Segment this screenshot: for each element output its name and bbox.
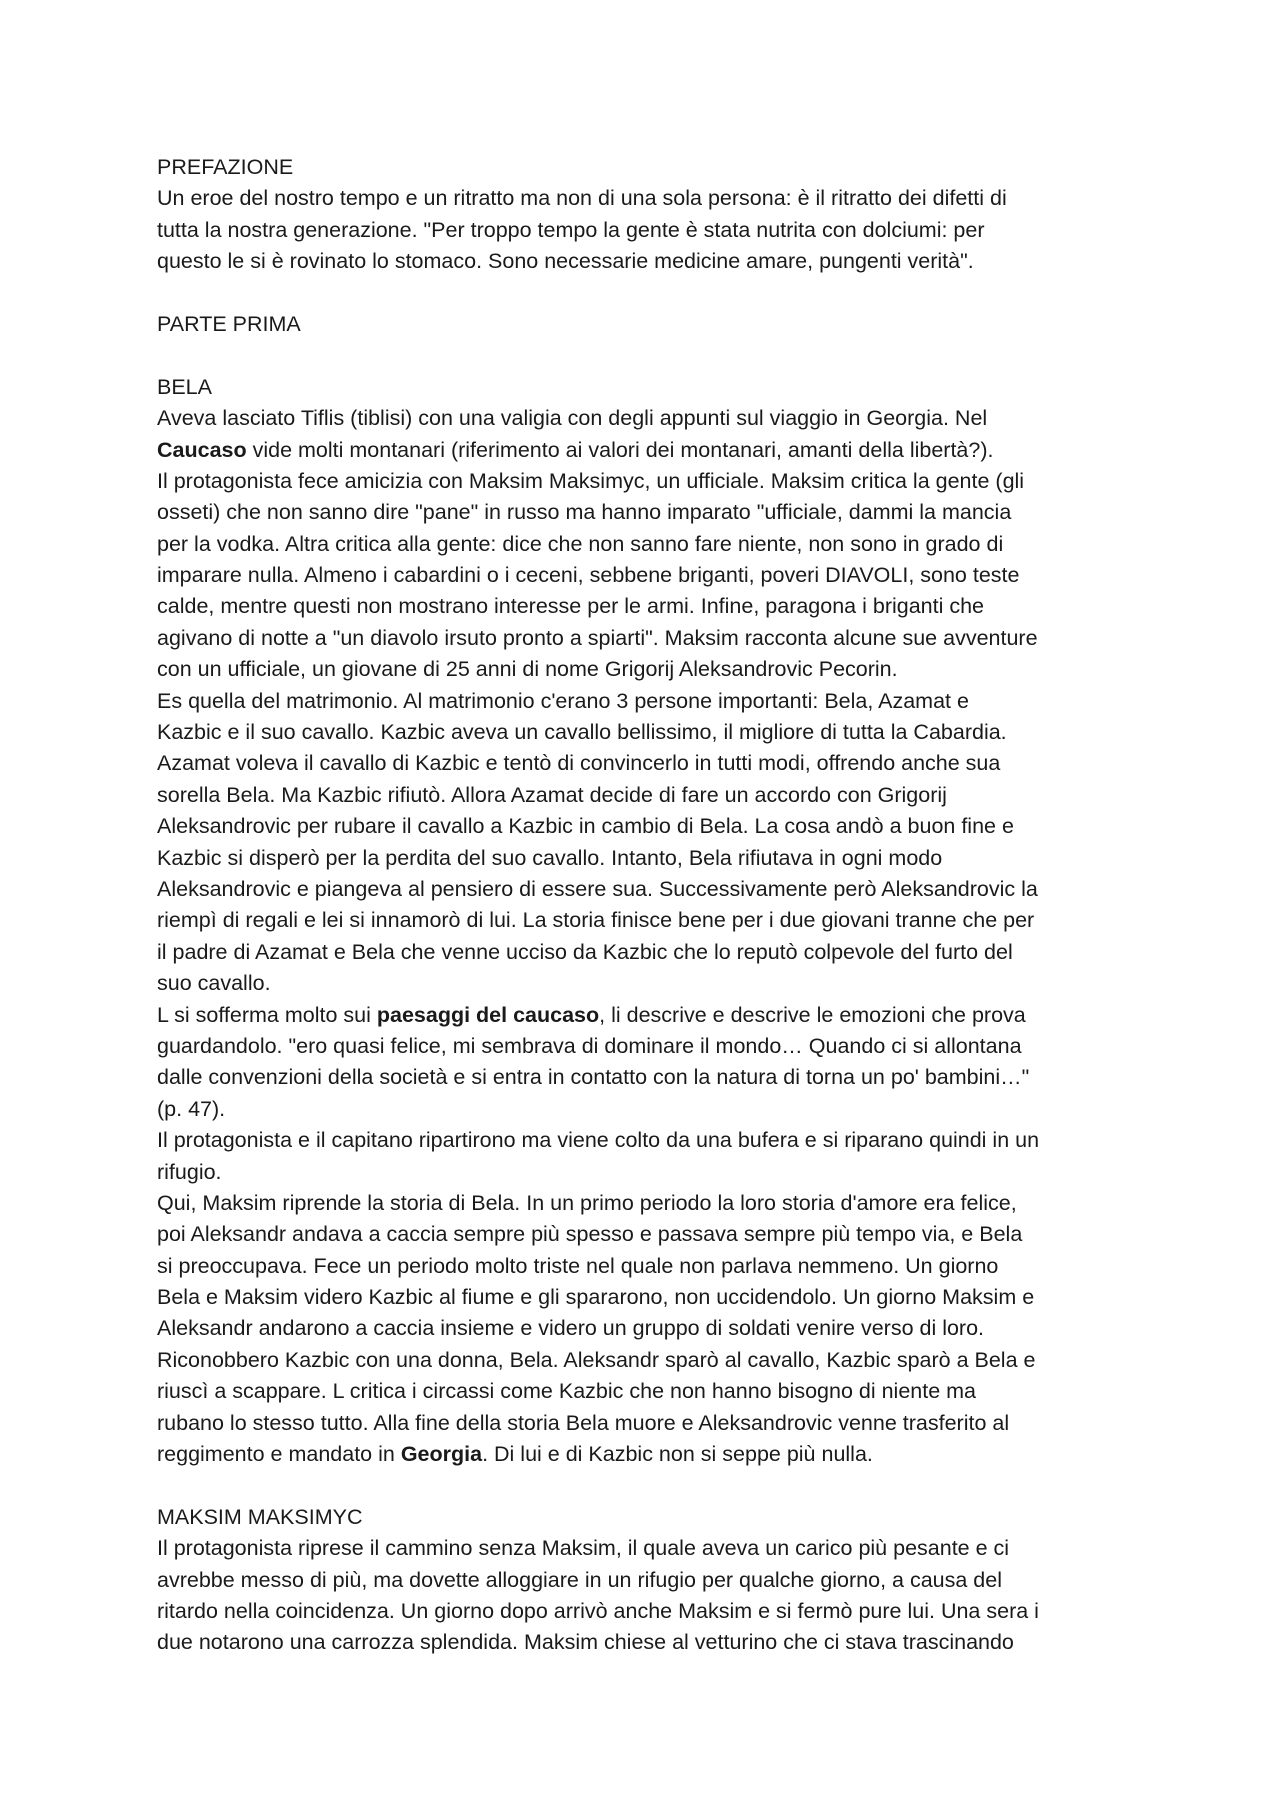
paragraph-line: Il protagonista fece amicizia con Maksim Maksimyc, un ufficiale. Maksim critica la gente (gli: [157, 468, 1025, 493]
paragraph-line: agivano di notte a "un diavolo irsuto pronto a spiarti". Maksim racconta alcune sue avventure: [157, 625, 1038, 650]
text-run: , li descrive e descrive le emozioni che prova: [599, 1002, 1026, 1027]
paragraph-line: poi Aleksandr andava a caccia sempre più spesso e passava sempre più tempo via, e Bela: [157, 1222, 1023, 1247]
text-run: reggimento e mandato in: [157, 1442, 401, 1467]
paragraph-line: [157, 1439, 1147, 1470]
paragraph-line: Aleksandrovic per rubare il cavallo a Kazbic in cambio di Bela. La cosa andò a buon fine e: [157, 814, 1014, 839]
paragraph-line: tutta la nostra generazione. "Per troppo tempo la gente è stata nutrita con dolciumi: per: [157, 217, 985, 242]
paragraph-line: rifugio.: [157, 1159, 222, 1184]
text-run: vide molti montanari (riferimento ai valori dei montanari, amanti della libertà?).: [246, 437, 994, 462]
section-heading-parte-prima: PARTE PRIMA: [157, 311, 301, 336]
paragraph-line: Kazbic e il suo cavallo. Kazbic aveva un cavallo bellissimo, il migliore di tutta la Cabardia.: [157, 720, 1007, 745]
paragraph-line: [157, 1000, 1147, 1031]
paragraph-line: Es quella del matrimonio. Al matrimonio c'erano 3 persone importanti: Bela, Azamat e: [157, 688, 969, 713]
paragraph-line: Il protagonista e il capitano ripartirono ma viene colto da una bufera e si riparano quindi in un: [157, 1128, 1040, 1153]
paragraph-line: (p. 47).: [157, 1096, 226, 1121]
paragraph-line: osseti) che non sanno dire "pane" in russo ma hanno imparato "ufficiale, dammi la mancia: [157, 500, 1012, 525]
bold-term-georgia: Georgia: [400, 1442, 483, 1467]
paragraph-line: sorella Bela. Ma Kazbic rifiutò. Allora Azamat decide di fare un accordo con Grigorij: [157, 782, 947, 807]
paragraph-line: questo le si è rovinato lo stomaco. Sono necessarie medicine amare, pungenti verità".: [157, 249, 974, 274]
paragraph-line: il padre di Azamat e Bela che venne ucciso da Kazbic che lo reputò colpevole del furto del: [157, 939, 1013, 964]
paragraph-line: Aleksandrovic e piangeva al pensiero di essere sua. Successivamente però Aleksandrovic la: [157, 876, 1038, 901]
paragraph-line: per la vodka. Altra critica alla gente: dice che non sanno fare niente, non sono in grado di: [157, 531, 1004, 556]
paragraph-line: Azamat voleva il cavallo di Kazbic e tentò di convincerlo in tutti modi, offrendo anche sua: [157, 751, 1001, 776]
paragraph-line: riuscì a scappare. L critica i circassi come Kazbic che non hanno bisogno di niente ma: [157, 1379, 977, 1404]
bold-term-paesaggi: paesaggi del caucaso: [376, 1002, 600, 1027]
text-run: . Di lui e di Kazbic non si seppe più nulla.: [482, 1442, 873, 1467]
paragraph-line: Bela e Maksim videro Kazbic al fiume e gli spararono, non uccidendolo. Un giorno Maksim e: [157, 1285, 1035, 1310]
bold-term-caucaso: Caucaso: [157, 437, 247, 462]
paragraph-line: Un eroe del nostro tempo e un ritratto ma non di una sola persona: è il ritratto dei difetti di: [157, 186, 1007, 211]
paragraph-line: imparare nulla. Almeno i cabardini o i ceceni, sebbene briganti, poveri DIAVOLI, sono teste: [157, 563, 1020, 588]
paragraph-line: dalle convenzioni della società e si entra in contatto con la natura di torna un po' bambini…": [157, 1065, 1030, 1090]
paragraph-line: Riconobbero Kazbic con una donna, Bela. Aleksandr sparò al cavallo, Kazbic sparò a Bela e: [157, 1347, 1036, 1372]
paragraph-line: Aveva lasciato Tiflis (tiblisi) con una valigia con degli appunti sul viaggio in Georgia. Nel: [157, 406, 988, 431]
document-page: [157, 152, 1147, 1659]
text-run: L si sofferma molto sui: [157, 1002, 377, 1027]
paragraph-line: due notarono una carrozza splendida. Maksim chiese al vetturino che ci stava trascinando: [157, 1630, 1014, 1655]
section-heading-prefazione: PREFAZIONE: [157, 155, 294, 179]
paragraph-line: si preoccupava. Fece un periodo molto triste nel quale non parlava nemmeno. Un giorno: [157, 1253, 999, 1278]
section-heading-maksim: MAKSIM MAKSIMYC: [157, 1504, 363, 1529]
section-heading-bela: BELA: [157, 374, 212, 399]
paragraph-line: suo cavallo.: [157, 971, 271, 996]
paragraph-line: ritardo nella coincidenza. Un giorno dopo arrivò anche Maksim e si fermò pure lui. Una sera i: [157, 1598, 1039, 1623]
paragraph-line: [157, 435, 1147, 466]
paragraph-line: con un ufficiale, un giovane di 25 anni di nome Grigorij Aleksandrovic Pecorin.: [157, 657, 898, 682]
blank-line: [157, 278, 1147, 309]
paragraph-line: rubano lo stesso tutto. Alla fine della storia Bela muore e Aleksandrovic venne trasferito al: [157, 1410, 1010, 1435]
paragraph-line: Aleksandr andarono a caccia insieme e videro un gruppo di soldati venire verso di loro.: [157, 1316, 985, 1341]
paragraph-line: calde, mentre questi non mostrano interesse per le armi. Infine, paragona i briganti che: [157, 594, 985, 619]
paragraph-line: Kazbic si disperò per la perdita del suo cavallo. Intanto, Bela rifiutava in ogni modo: [157, 845, 943, 870]
paragraph-line: riempì di regali e lei si innamorò di lui. La storia finisce bene per i due giovani tranne che per: [157, 908, 1035, 933]
blank-line: [157, 1470, 1147, 1501]
paragraph-line: avrebbe messo di più, ma dovette alloggiare in un rifugio per qualche giorno, a causa del: [157, 1567, 1002, 1592]
paragraph-line: Il protagonista riprese il cammino senza Maksim, il quale aveva un carico più pesante e ci: [157, 1536, 1010, 1561]
paragraph-line: Qui, Maksim riprende la storia di Bela. In un primo periodo la loro storia d'amore era felice,: [157, 1190, 1017, 1215]
blank-line: [157, 340, 1147, 371]
paragraph-line: guardandolo. "ero quasi felice, mi sembrava di dominare il mondo… Quando ci si allontana: [157, 1033, 1022, 1058]
